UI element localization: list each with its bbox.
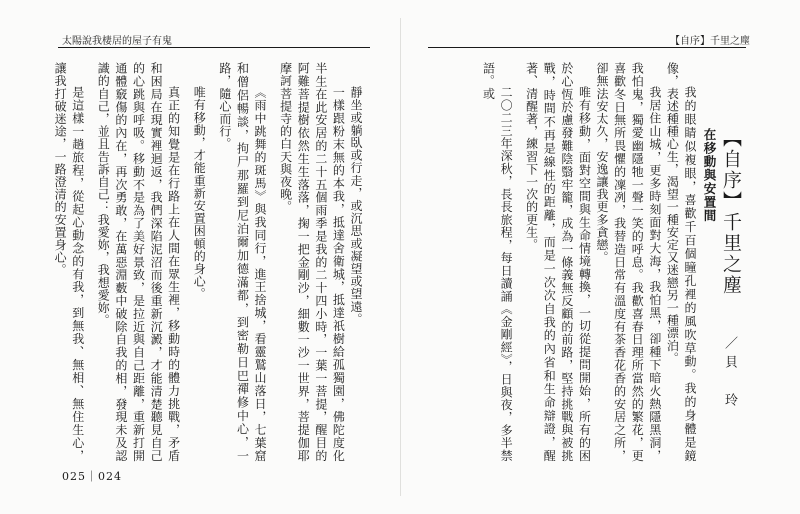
paragraph: 二〇二三年深秋，長長旅程，每日讀誦《金剛經》，日與夜，多半禁語。或	[481, 62, 514, 462]
right-header-rule	[428, 47, 746, 48]
page-gutter	[400, 18, 401, 496]
section-heading: 在移動與安置間	[702, 128, 717, 223]
right-page-body	[426, 62, 698, 462]
paragraph: 我居住山城，更多時刻面對大海，我怕黑，卻種下暗火熱隱黑洞，我怕鬼，獨愛幽隱牠一聲一笑的呼息。我歡喜春日理所當然的繁花，更喜歡冬日無所畏懼的凜冽，我替造日常有溫度有茶香花香的安居之所，卻無法安太久，安逸讓我更多貪戀。	[595, 62, 662, 462]
paragraph: 唯有移動，面對空間與生命情境轉換，一切從提問開始，所有的困於心恆於慮發難陰翳牢籠，成為一條義無反顧的前路，堅持挑戰與被挑戰，時間不再是線性的距離，而是一次次自我的內省和生命辯證，醒著、清醒著，練習下一次的更生。	[524, 62, 592, 462]
paragraph: 真正的知覺是在行路上在人間在眾生裡，移動時的體力挑戰，矛盾和困局在現實裡迴返，我們深陷泥沼而後重新沉澱，才能清楚聽見自己的心跳與呼吸。移動不是為了美好景致，是拉近與自己距離，重新打開通體竅傷的內在，再次勇敢，在萬惡淵藪中破除自我的相，發現未及認識的自己，並且告訴自己：我愛妳，我想愛妳。	[96, 62, 181, 462]
paragraph: 一樣跟粉末無的本我，抵達舍衛城，抵達祇樹給孤獨園，佛陀度化半生在此安居的二十五個雨季是我的二十四小時，一葉一菩提，醒目的阿難菩提樹依然生生落落，掬一把金剛沙，細數一沙一世界，菩提伽耶摩訶菩提寺的白天與夜晚。	[278, 62, 346, 462]
page-numbers: 025｜024	[62, 470, 122, 483]
chapter-title-area	[718, 128, 758, 412]
chapter-title: 【自序】千里之塵	[720, 128, 742, 296]
paragraph: 唯有移動，才能重新安置困頓的身心。	[192, 86, 207, 301]
left-page-body	[53, 62, 364, 462]
left-running-header: 太陽說我棲居的屋子有鬼	[62, 36, 172, 47]
paragraph: 我的眼睛似複眼，喜歡千百個瞳孔裡的風吹草動。我的身體是鏡像，表述種種心生，渴望一種安定又迷戀另一種漂泊。	[665, 62, 697, 462]
left-header-rule	[58, 47, 370, 48]
paragraph: 靜坐或躺臥或行走，或沉思或凝望或望遠。	[349, 86, 363, 326]
paragraph: 《雨中跳舞的斑馬》與我同行，進王捨城，看靈鷲山落日，七葉窟和僧侶暢談，拘尸那羅到尼泊爾加德滿都，到密勒日巴禪修中心，一路，隨心而行。	[217, 62, 268, 462]
paragraph: 是這樣一趟旅程，從起心動念的有我，到無我、無相、無住生心，讓我打破迷途，一路澄清的安置身心。	[53, 62, 85, 462]
author-name: ／貝 玲	[722, 336, 737, 412]
right-running-header: 【自序】千里之塵	[670, 36, 750, 47]
